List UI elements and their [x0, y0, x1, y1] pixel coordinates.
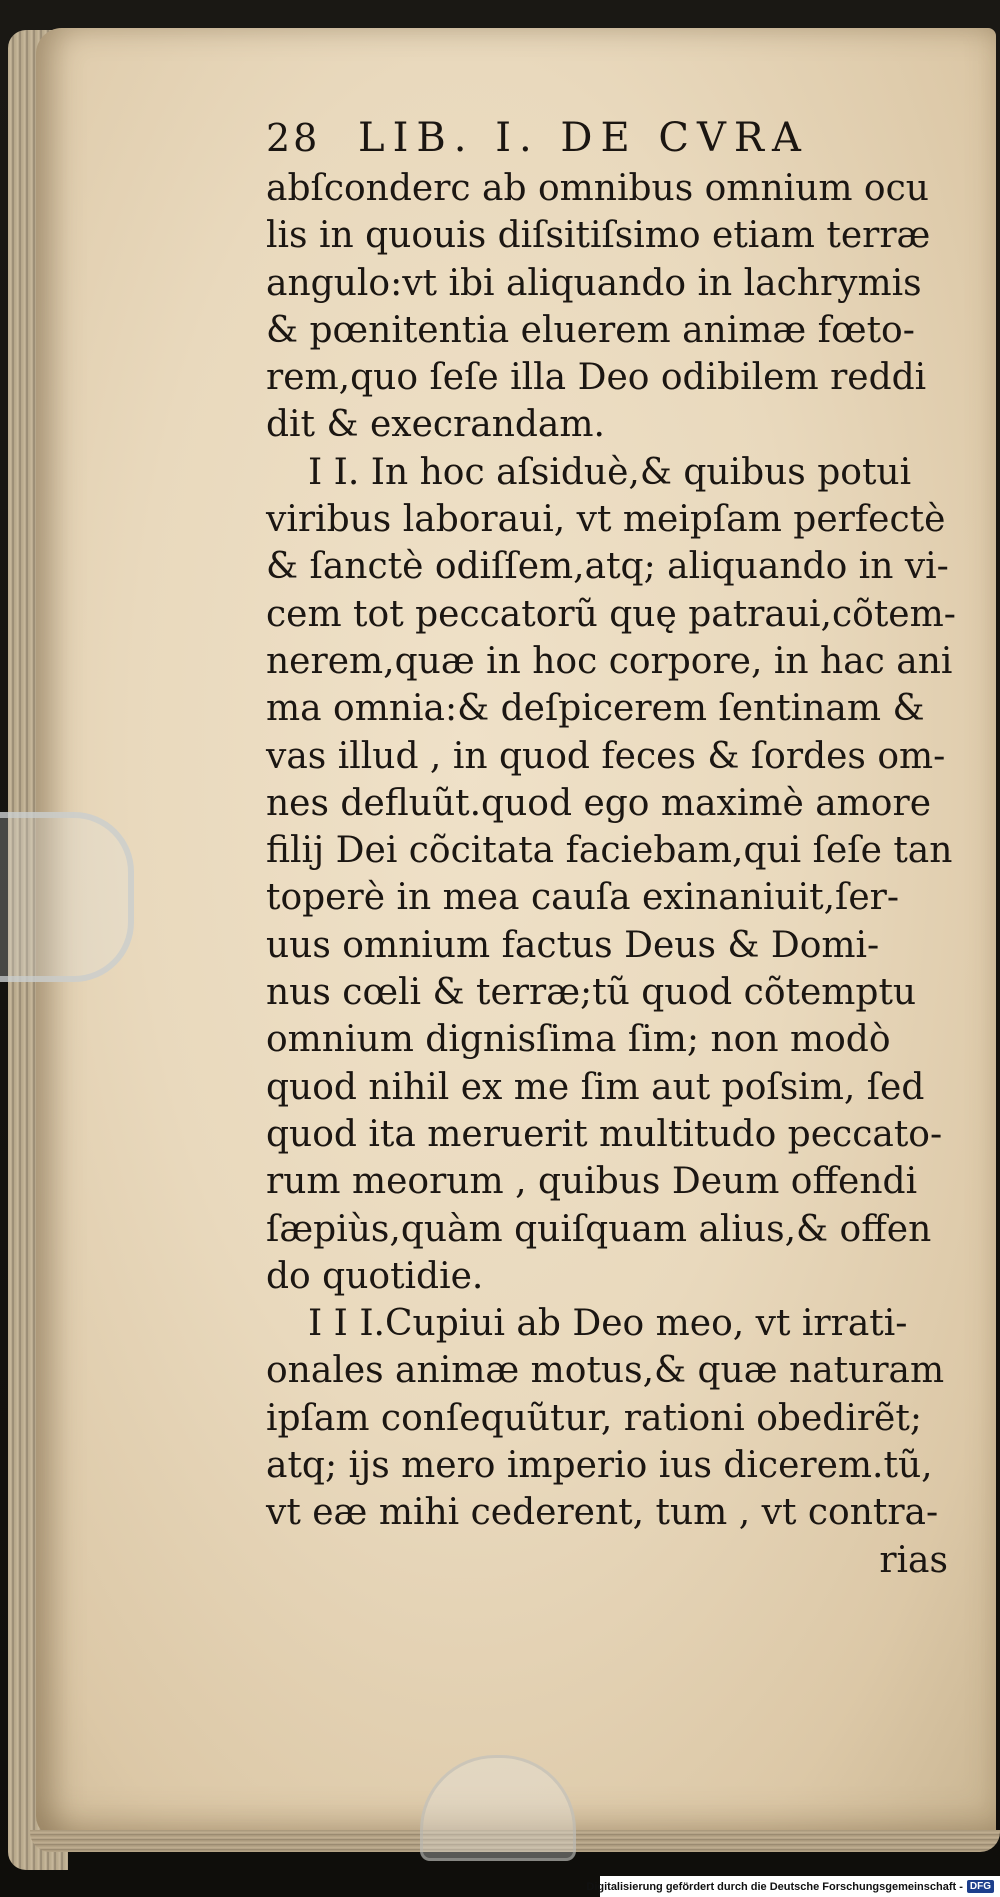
- text-line: nerem,quæ in hoc corpore, in hac ani: [266, 640, 953, 682]
- body-text: [266, 165, 966, 1537]
- text-line: vt eæ mihi cederent, tum , vt contra-: [266, 1492, 939, 1534]
- text-line: quod ita meruerit multitudo peccato-: [266, 1113, 943, 1155]
- page-header: [266, 115, 966, 165]
- text-line: angulo:vt ibi aliquando in lachrymis: [266, 262, 922, 304]
- text-line: ipſam conſequũtur, rationi obedirẽt;: [266, 1397, 922, 1439]
- dfg-logo: DFG: [967, 1880, 994, 1893]
- page-clip: [0, 812, 134, 982]
- text-line: uus omnium factus Deus & Domi-: [266, 924, 880, 966]
- text-line: nes defluũt.quod ego maximè amore: [266, 782, 931, 824]
- text-line: & pœnitentia eluerem animæ fœto-: [266, 309, 915, 351]
- text-line: viribus laboraui, vt meipſam perfectè: [266, 499, 946, 541]
- text-line: filij Dei cõcitata faciebam,qui ſeſe tan: [266, 830, 953, 872]
- text-line: nus cœli & terræ;tũ quod cõtemptu: [266, 972, 917, 1014]
- text-line: abſconderc ab omnibus omnium ocu: [266, 168, 929, 209]
- text-line: quod nihil ex me ſim aut poſsim, ſed: [266, 1066, 925, 1108]
- text-line: dit & execrandam.: [266, 404, 605, 446]
- text-line: & ſanctè odiſſem,atq; aliquando in vi-: [266, 546, 949, 588]
- text-line: toperè in mea cauſa exinaniuit,ſer-: [266, 877, 900, 919]
- text-line: rum meorum , quibus Deum offendi: [266, 1161, 918, 1203]
- text-line: I I. In hoc aſsiduè,& quibus potui: [308, 451, 912, 493]
- text-line: ma omnia:& deſpicerem ſentinam &: [266, 688, 925, 730]
- text-line: do quotidie.: [266, 1255, 484, 1297]
- text-line: atq; ijs mero imperio ius dicerem.tũ,: [266, 1445, 933, 1487]
- text-line: I I I.Cupiui ab Deo meo, vt irrati-: [308, 1303, 908, 1345]
- text-line: omnium dignisſima ſim; non modò: [266, 1019, 891, 1061]
- footer-bar: [586, 1876, 1000, 1897]
- digitization-credit: Digitalisierung gefördert durch die Deutsche Forschungsgemeinschaft -: [586, 1880, 963, 1893]
- text-line: rem,quo ſeſe illa Deo odibilem reddi: [266, 357, 927, 399]
- running-head: LIB. I. DE CVRA: [358, 115, 809, 161]
- text-line: ſæpiùs,quàm quiſquam alius,& offen: [266, 1208, 932, 1250]
- text-line: cem tot peccatorũ quę patraui,cõtem-: [266, 593, 956, 635]
- catchword: rias: [879, 1539, 948, 1581]
- text-line: vas illud , in quod feces & ſordes om-: [266, 735, 946, 777]
- page-number: 28: [266, 116, 321, 160]
- text-line: lis in quouis diſsitiſsimo etiam terræ: [266, 215, 931, 257]
- text-block: [266, 115, 966, 1584]
- text-line: onales animæ motus,& quæ naturam: [266, 1350, 945, 1392]
